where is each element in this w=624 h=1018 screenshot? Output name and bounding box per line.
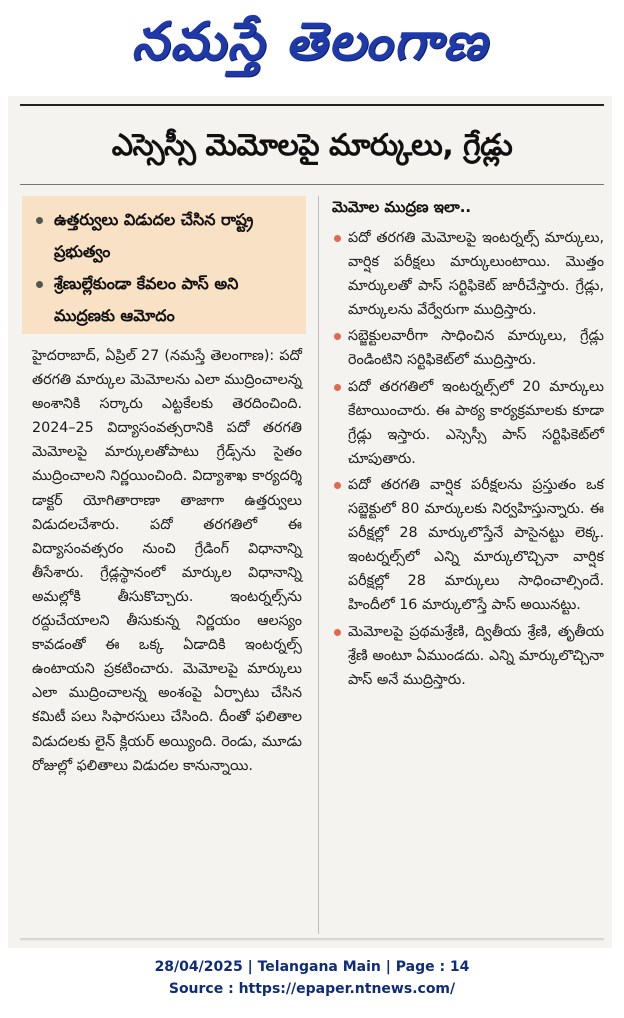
bullet-icon bbox=[334, 384, 341, 391]
edition-info: 28/04/2025 | Telangana Main | Page : 14 bbox=[154, 959, 470, 975]
article-body-left: హైదరాబాద్, ఏప్రిల్ 27 (నమస్తే తెలంగాణ): పదో తరగతి మార్కుల మెమోలను ఎలా ముద్రించాలన్న అంశానికి సర్కారు ఎట్టకేలకు తెరదించింది. 2024–25 విద్యాసంవత్సరానికి పదో తరగతి మెమోలపై మార్కులతోపాటు గ్రేడ్స్‌ను సైతం ముద్రించాలని నిర్ణయించింది. విద్యాశాఖ కార్యదర్శి డాక్టర్ యోగితారాణా తాజాగా ఉత్తర్వులు విడుదలచేశారు. పదో తరగతిలో ఈ విద్యాసంవత్సరం నుంచి గ్రేడింగ్ విధానాన్ని తీసేశారు. గ్రేడ్లస్థానంలో మార్కుల విధానాన్ని అమల్లోకి తీసుకొచ్చారు. ఇంటర్నల్స్‌ను రద్దుచేయాలని తీసుకున్న నిర్ణయం ఆలస్యం కావడంతో ఈ ఒక్క ఏడాదికి ఇంటర్నల్స్ ఉంటాయని ప్రకటించారు. మెమోలపై మార్కులు ఎలా ముద్రించాలన్న అంశంపై ఏర్పాటు చేసిన కమిటీ పలు సిఫారసులు చేసింది. దీంతో ఫలితాల విడుదలకు లైన్ క్లియర్ అయ్యింది. రెండు, మూడు రోజుల్లో ఫలితాలు విడుదల కానున్నాయి. bbox=[32, 348, 302, 774]
source-link[interactable]: Source : https://epaper.ntnews.com/ bbox=[168, 981, 456, 997]
sidebar-point bbox=[348, 226, 604, 322]
top-rule bbox=[20, 104, 604, 106]
bullet-icon bbox=[334, 482, 341, 489]
bullet-icon bbox=[334, 235, 341, 242]
sidebar-heading: మెమోల ముద్రణ ఇలా.. bbox=[332, 198, 472, 216]
highlights-box bbox=[22, 196, 306, 334]
newspaper-clipping bbox=[8, 0, 612, 948]
source-footer bbox=[0, 956, 624, 1000]
headline-rule bbox=[20, 184, 604, 185]
bullet-icon bbox=[36, 217, 43, 224]
masthead bbox=[8, 0, 612, 96]
sidebar-point-text: పదో తరగతిలో ఇంటర్నల్స్‌లో 20 మార్కులు కేటాయించారు. ఈ పాఠ్య కార్యక్రమాలకు కూడా గ్రేడ్లు ఇస్తారు. ఎస్సెస్సీ పాస్ సర్టిఫికెట్‌లో చూపుతారు. bbox=[348, 378, 604, 467]
sidebar-point bbox=[348, 375, 604, 471]
sidebar-point-text: పదో తరగతి మెమోలపై ఇంటర్నల్స్ మార్కులు, వార్షిక పరీక్షలు మార్కులుంటాయి. మొత్తం మార్కులతో పాస్ సర్టిఫికెట్ జారీచేస్తారు. గ్రేడ్లు, మార్కులను వేర్వేరుగా ముద్రిస్తారు. bbox=[348, 230, 604, 319]
highlight-text: ఉత్తర్వులు విడుదల చేసిన రాష్ట్ర ప్రభుత్వం bbox=[54, 210, 254, 261]
bottom-rule bbox=[20, 938, 604, 941]
highlight-item bbox=[34, 268, 298, 332]
sidebar-point bbox=[348, 473, 604, 618]
sidebar-point-text: పదో తరగతి వార్షిక పరీక్షలను ప్రస్తుతం ఒక సబ్జెక్టులో 80 మార్కులకు నిర్వహిస్తున్నారు. ఈ పరీక్షల్లో 28 మార్కులొస్తేనే పాసైనట్టు లెక్క. ఇంటర్నల్స్‌లో ఎన్ని మార్కులొచ్చినా వార్షిక పరీక్షల్లో 28 మార్కులు సాధించాల్సిందే. హిందీలో 16 మార్కులొస్తే పాస్ అయినట్టు. bbox=[348, 476, 604, 614]
article-headline: ఎస్సెస్సీ మెమోలపై మార్కులు, గ్రేడ్లు bbox=[111, 128, 513, 163]
sidebar-point-text: మెమోలపై ప్రథమశ్రేణి, ద్వితీయ శ్రేణి, తృతీయ శ్రేణి అంటూ ఏముండదు. ఎన్ని మార్కులొచ్చినా పాస్ అనే ముద్రిస్తారు. bbox=[348, 623, 604, 688]
sidebar-point-text: సబ్జెక్టులవారీగా సాధించిన మార్కులు, గ్రేడ్లు రెండింటిని సర్టిఫికెట్‌లో ముద్రిస్తారు. bbox=[348, 328, 604, 369]
sidebar-points bbox=[348, 226, 604, 694]
highlight-text: శ్రేణుల్లేకుండా కేవలం పాస్ అని ముద్రణకు ఆమోదం bbox=[54, 274, 239, 325]
column-divider bbox=[318, 196, 319, 934]
sidebar-point bbox=[348, 324, 604, 372]
bullet-icon bbox=[36, 281, 43, 288]
sidebar-point bbox=[348, 620, 604, 692]
bullet-icon bbox=[334, 629, 341, 636]
newspaper-logo: నమస్తే తెలంగాణ bbox=[131, 11, 489, 72]
bullet-icon bbox=[334, 333, 341, 340]
highlight-item bbox=[34, 204, 298, 268]
